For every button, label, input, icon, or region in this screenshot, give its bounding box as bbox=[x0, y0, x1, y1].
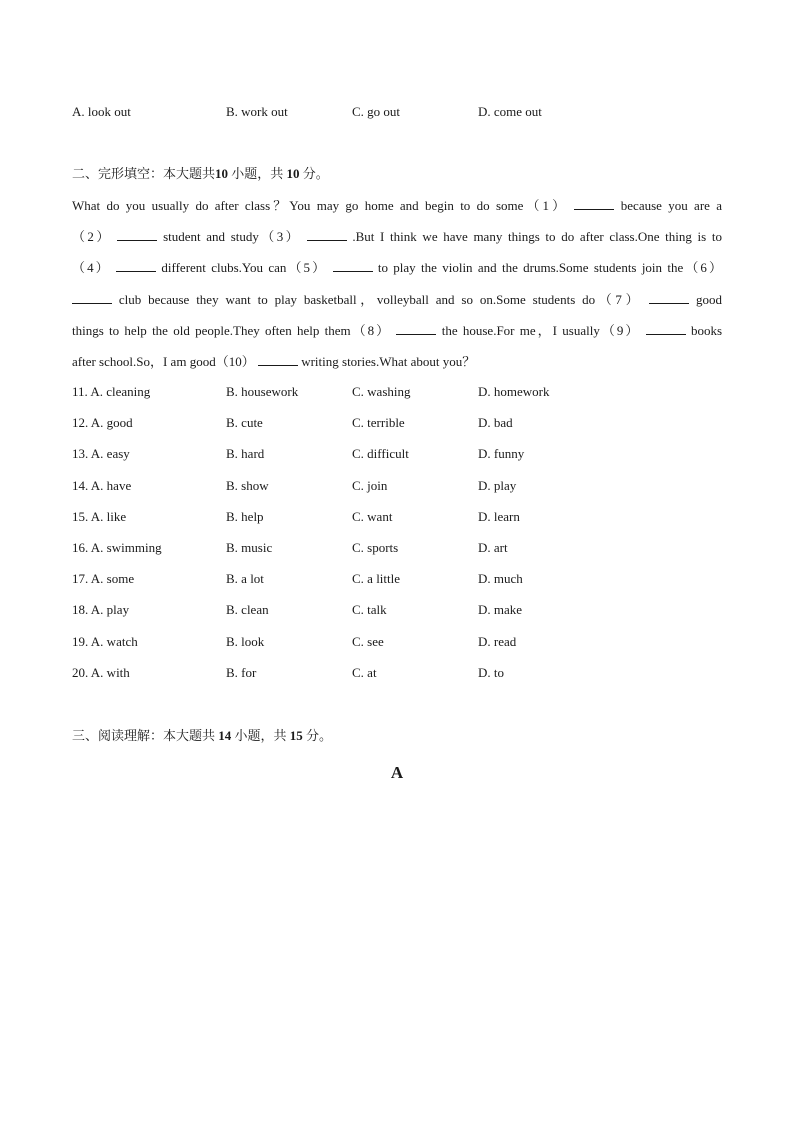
option-a bbox=[72, 538, 162, 558]
cloze-passage bbox=[72, 195, 722, 382]
option-a bbox=[72, 444, 130, 464]
option-b: B. hard bbox=[226, 446, 265, 462]
answer-blank bbox=[117, 226, 157, 241]
option-b: B. show bbox=[226, 477, 269, 493]
option-b: B. music bbox=[226, 540, 273, 555]
passage-line: club because they want to play basketball，volleyball and so on.Some students do（7） good bbox=[72, 289, 722, 320]
question-number: 19. bbox=[72, 633, 89, 649]
heading-text: 三、阅读理解：本大题共 bbox=[72, 728, 219, 743]
option-a bbox=[72, 476, 131, 496]
question-row bbox=[0, 507, 794, 527]
option-c: C. difficult bbox=[352, 446, 409, 462]
heading-score: 10 bbox=[286, 166, 300, 181]
passage-line: after school.So，I am good（10） writing stories.What about you？ bbox=[72, 351, 722, 382]
option-text: A. with bbox=[90, 664, 130, 680]
heading-score: 15 bbox=[289, 728, 303, 743]
answer-blank bbox=[646, 320, 686, 335]
question-row bbox=[0, 444, 794, 464]
option-c: C. washing bbox=[352, 384, 411, 399]
option-text: A. play bbox=[90, 602, 130, 618]
option-a: A. look out bbox=[72, 104, 131, 119]
passage-line: （4） different clubs.You can（5） to play the violin and the drums.Some students join the（6） bbox=[72, 257, 722, 288]
question-row bbox=[0, 413, 794, 433]
option-d: D. funny bbox=[478, 446, 525, 462]
answer-blank bbox=[116, 257, 156, 272]
prev-question-options bbox=[0, 102, 794, 122]
answer-blank bbox=[649, 289, 689, 304]
option-a bbox=[72, 663, 130, 683]
option-c: C. want bbox=[352, 508, 393, 524]
option-b: B. housework bbox=[226, 384, 299, 399]
question-number: 20. bbox=[72, 664, 89, 680]
option-d: D. play bbox=[478, 477, 517, 493]
option-a bbox=[72, 413, 133, 433]
heading-text: 二、完形填空：本大题共 bbox=[72, 166, 216, 181]
option-d: D. bad bbox=[478, 415, 513, 431]
heading-text: 小题，共 bbox=[231, 728, 290, 743]
question-row bbox=[0, 382, 794, 402]
heading-text: 小题，共 bbox=[228, 166, 287, 181]
heading-count: 10 bbox=[215, 166, 229, 181]
option-text: A. some bbox=[90, 571, 135, 587]
question-number: 17. bbox=[72, 571, 89, 587]
option-d: D. art bbox=[478, 540, 508, 555]
question-row bbox=[0, 632, 794, 652]
heading-text: 分。 bbox=[299, 166, 329, 181]
option-a bbox=[72, 507, 126, 527]
option-b: B. clean bbox=[226, 602, 269, 618]
question-row bbox=[0, 569, 794, 589]
question-number: 11. bbox=[72, 384, 88, 399]
option-c: C. sports bbox=[352, 540, 399, 555]
option-b: B. look bbox=[226, 633, 265, 649]
answer-blank bbox=[333, 257, 373, 272]
section-heading-cloze bbox=[72, 164, 329, 184]
option-c: C. a little bbox=[352, 571, 401, 587]
section-heading-reading bbox=[72, 726, 332, 746]
option-a bbox=[72, 600, 129, 620]
passage-line: things to help the old people.They often help them（8） the house.For me，I usually（9） books bbox=[72, 320, 722, 351]
option-text: A. have bbox=[90, 477, 132, 493]
answer-blank bbox=[258, 351, 298, 366]
option-text: A. swimming bbox=[90, 540, 162, 555]
question-number: 14. bbox=[72, 477, 89, 493]
option-d: D. come out bbox=[478, 104, 542, 119]
answer-blank bbox=[72, 289, 112, 304]
question-number: 18. bbox=[72, 602, 89, 618]
option-c: C. see bbox=[352, 633, 384, 649]
option-text: A. cleaning bbox=[90, 384, 151, 399]
option-text: A. like bbox=[90, 508, 127, 524]
option-c: C. at bbox=[352, 664, 377, 680]
option-b: B. work out bbox=[226, 104, 288, 119]
option-c: C. terrible bbox=[352, 415, 405, 431]
answer-blank bbox=[396, 320, 436, 335]
option-d: D. make bbox=[478, 602, 523, 618]
option-b: B. cute bbox=[226, 415, 263, 431]
option-d: D. homework bbox=[478, 384, 550, 399]
heading-count: 14 bbox=[218, 728, 232, 743]
question-number: 13. bbox=[72, 446, 89, 462]
question-number: 16. bbox=[72, 540, 89, 555]
question-row bbox=[0, 600, 794, 620]
question-number: 15. bbox=[72, 508, 89, 524]
option-a bbox=[72, 569, 134, 589]
option-a bbox=[72, 382, 150, 402]
question-row bbox=[0, 538, 794, 558]
option-text: A. good bbox=[90, 415, 133, 431]
option-d: D. much bbox=[478, 571, 523, 587]
option-b: B. help bbox=[226, 508, 264, 524]
passage-letter: A bbox=[390, 763, 404, 782]
option-c: C. go out bbox=[352, 104, 401, 119]
passage-line: （2） student and study（3） .But I think we have many things to do after class.One thing is to bbox=[72, 226, 722, 257]
option-b: B. a lot bbox=[226, 571, 264, 587]
option-b: B. for bbox=[226, 664, 257, 680]
answer-blank bbox=[574, 195, 614, 210]
option-a bbox=[72, 632, 138, 652]
option-text: A. watch bbox=[90, 633, 138, 649]
option-c: C. join bbox=[352, 477, 388, 493]
option-d: D. to bbox=[478, 664, 504, 680]
option-text: A. easy bbox=[90, 446, 130, 462]
option-d: D. learn bbox=[478, 508, 520, 524]
option-d: D. read bbox=[478, 633, 517, 649]
answer-blank bbox=[307, 226, 347, 241]
question-number: 12. bbox=[72, 415, 89, 431]
question-row bbox=[0, 663, 794, 683]
passage-line: What do you usually do after class？You may go home and begin to do some（1） because you are a bbox=[72, 195, 722, 226]
question-row bbox=[0, 476, 794, 496]
heading-text: 分。 bbox=[302, 728, 333, 743]
option-c: C. talk bbox=[352, 602, 387, 618]
